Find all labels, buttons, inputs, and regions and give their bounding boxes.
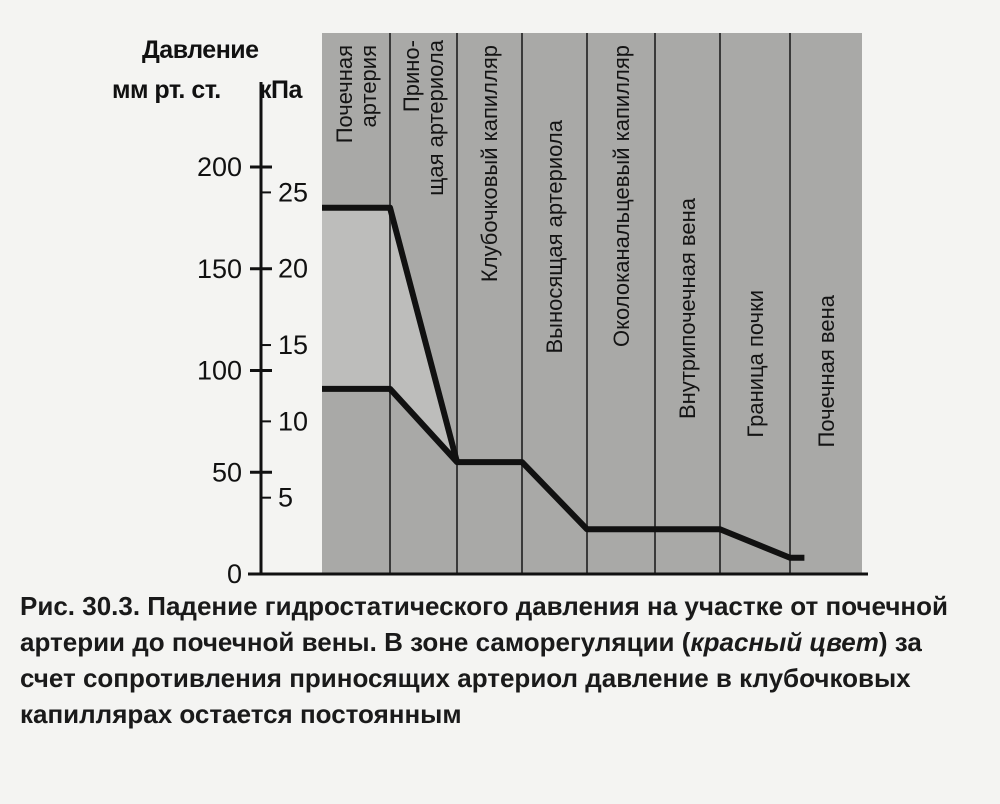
segment-label-line: Почечная	[332, 45, 357, 144]
y-tick-label-mmhg: 100	[196, 355, 242, 386]
segment-label-line: Почечная вена	[814, 295, 839, 448]
y-tick-label-mmhg: 150	[196, 253, 242, 284]
segment-label	[477, 45, 502, 282]
y-tick-label-mmhg: 50	[211, 457, 242, 488]
segment-label-line: Клубочковый капилляр	[477, 45, 502, 283]
segment-label	[675, 197, 700, 419]
segment-label	[542, 119, 567, 353]
y-axis-units-mmhg: мм рт. ст.	[112, 76, 221, 104]
y-tick-label-kpa: 15	[278, 330, 309, 361]
segment-label	[609, 45, 634, 347]
y-tick-label-mmhg: 0	[226, 559, 242, 589]
figure-caption	[20, 588, 975, 732]
y-tick-label-mmhg: 200	[196, 152, 242, 182]
segment-label-line: Прино-	[399, 40, 424, 113]
segment-label-line: Внутрипочечная вена	[675, 198, 700, 419]
caption-label: Рис. 30.3.	[20, 591, 141, 621]
y-tick-label-kpa: 10	[278, 406, 309, 437]
segment-label-line: артерия	[356, 45, 381, 128]
y-tick-label-kpa: 25	[278, 177, 309, 208]
segment-label	[814, 294, 839, 447]
y-tick-label-kpa: 20	[278, 253, 309, 284]
segment-label-line: Выносящая артериола	[542, 120, 567, 354]
segment-label	[743, 290, 768, 438]
y-axis-units-kpa: кПа	[259, 76, 302, 104]
caption-text-2: ) за счет сопротивления приносящих артериол давление в клубочковых капиллярах остается постоянным	[20, 627, 922, 729]
y-tick-label-kpa: 5	[278, 482, 294, 513]
segment-label-line: щая артериола	[423, 40, 448, 196]
caption-text-1: Падение гидростатического давления на участке от почечной артерии до почечной вены. В зоне саморегуляции (	[20, 591, 949, 657]
y-axis-title: Давление	[142, 36, 259, 64]
segment-label-line: Граница почки	[743, 290, 768, 438]
segment-label-line: Околоканальцевый капилляр	[609, 45, 634, 347]
caption-italic: красный цвет	[690, 627, 879, 657]
